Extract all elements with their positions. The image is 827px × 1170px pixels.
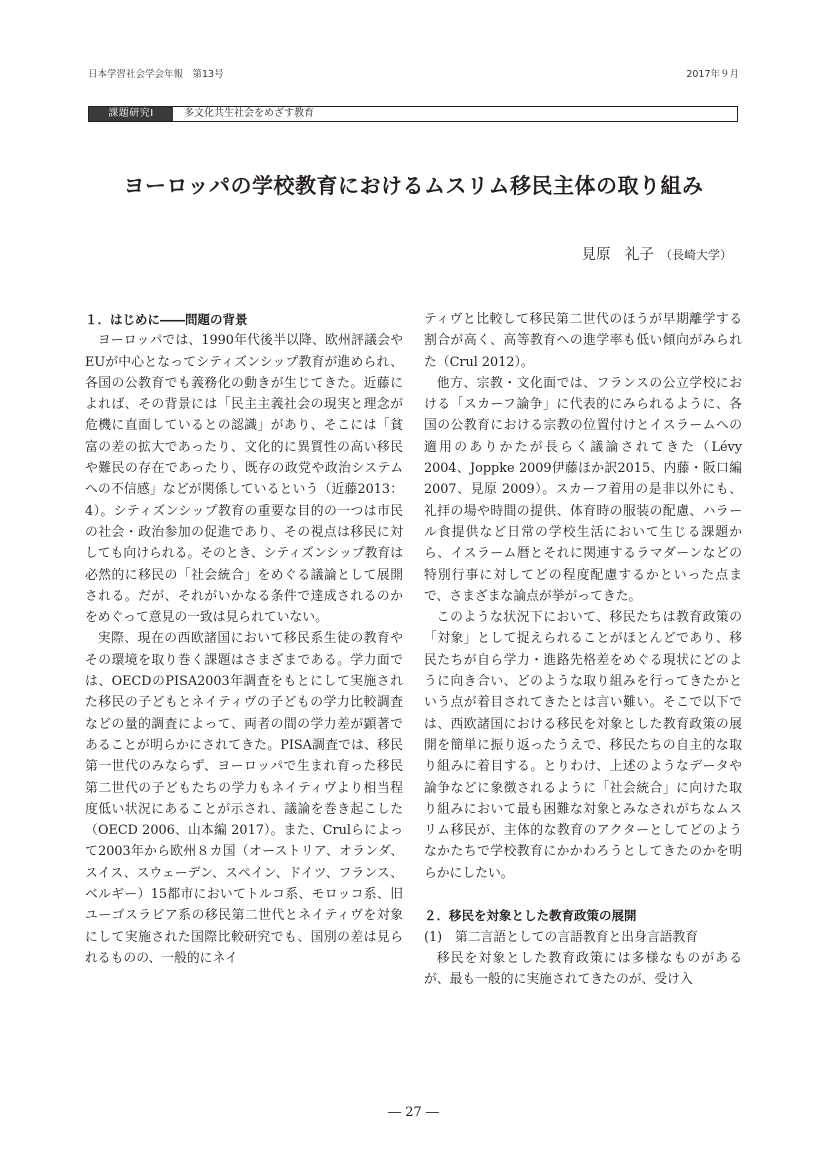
author-name: 見原 礼子 [581,247,654,263]
paragraph: 他方、宗教・文化面では、フランスの公立学校における「スカーフ論争」に代表的にみられるように、各国の公教育における宗教の位置付けとイスラームへの適用のありかたが長らく議論されてきた（Lévy 2004、Joppke 2009伊藤ほか訳2015、内藤・阪口編 2007、見原 2009）。スカーフ着用の是非以外にも、礼拝の場や時間の提供、体育時の服装の配慮、ハラール食提供など日常の学校生活において生じる課題から、イスラーム暦とそれに関連するラマダーンなどの特別行事に対してどの程度配慮するかといった点まで、さまざまな論点が挙がってきた。 [424,375,742,604]
paragraph: 実際、現在の西欧諸国において移民系生徒の教育やその環境を取り巻く課題はさまざまである。学力面では、OECDのPISA2003年調査をもとにして実施された移民の子どもとネイティヴの子どもの学力比較調査などの量的調査によって、両者の間の学力差が顕著であることが明らかにされてきた。PISA調査では、移民第一世代のみならず、ヨーロッパで生まれ育った移民第二世代の子どもたちの学力もネイティヴより相当程度低い状況にあることが示され、議論を巻き起こした（OECD 2006、山本編 2017）。また、Crulらによって2003年から欧州８カ国（オーストリア、オランダ、スイス、スウェーデン、スペイン、ドイツ、フランス、ベルギー）15都市においてトルコ系、モロッコ系、旧ユーゴスラビア系の移民第二世代とネイティヴを対象にして実施された国際比較研究でも、国別の差は見られるものの、一般的にネイ [85,631,404,966]
article-title: ヨーロッパの学校教育におけるムスリム移民主体の取り組み [123,173,704,198]
section-topic: 多文化共生社会をめざす教育 [184,108,314,119]
right-column [424,309,742,991]
author-affiliation: （長崎大学） [659,248,732,262]
section-banner [88,106,738,122]
page-number: ― 27 ― [388,1105,439,1120]
author-line [581,243,732,264]
left-column [85,309,403,969]
spacer [424,884,742,905]
running-head [88,66,739,80]
paragraph: このような状況下において、移民たちは教育政策の「対象」として捉えられることがほとんどであり、移民たちが自ら学力・進路先格差をめぐる現状にどのように向き合い、どのような取り組みを行ってきたかという点が着目されてきたとは言い難い。そこで以下では、西欧諸国における移民を対象とした教育政策の展開を簡単に振り返ったうえで、移民たちの自主的な取り組みに着目する。とりわけ、上述のようなデータや論争などに象徴されるように「社会統合」に向けた取り組みにおいて最も困難な対象とみなされがちなムスリム移民が、主体的な教育のアクターとしてどのようなかたちで学校教育にかかわろうとしてきたのかを明らかにしたい。 [424,610,742,881]
section-heading-1: １．はじめに――問題の背景 [85,312,248,327]
section-label: 課題研究Ⅰ [89,107,173,121]
paragraph: ティヴと比較して移民第二世代のほうが早期離学する割合が高く、高等教育への進学率も低い傾向がみられた（Crul 2012）。 [424,312,742,370]
journal-name: 日本学習社会学会年報 第13号 [88,69,224,80]
paragraph: 移民を対象とした教育政策には多様なものがあるが、最も一般的に実施されてきたのが、受け入 [424,950,742,988]
publication-date: 2017年９月 [686,69,739,80]
section-heading-2: ２．移民を対象とした教育政策の展開 [424,908,637,924]
subsection-heading: (1) 第二言語としての言語教育と出身言語教育 [424,929,699,945]
paragraph: ヨーロッパでは、1990年代後半以降、欧州評議会やEUが中心となってシティズンシップ教育が進められ、各国の公教育でも義務化の動きが生じてきた。近藤によれば、その背景には「民主主義社会の現実と理念が危機に直面しているとの認識」があり、そこには「貧富の差の拡大であったり、文化的に異質性の高い移民や難民の存在であったり、既存の政党や政治システムへの不信感」などが関係しているという（近藤2013：4）。シティズンシップ教育の重要な目的の一つは市民の社会・政治参加の促進であり、その視点は移民に対しても向けられる。そのとき、シティズンシップ教育は必然的に移民の「社会統合」をめぐる議論として展開される。だが、それがいかなる条件で達成されるのかをめぐって意見の一致は見られていない。 [85,333,403,626]
